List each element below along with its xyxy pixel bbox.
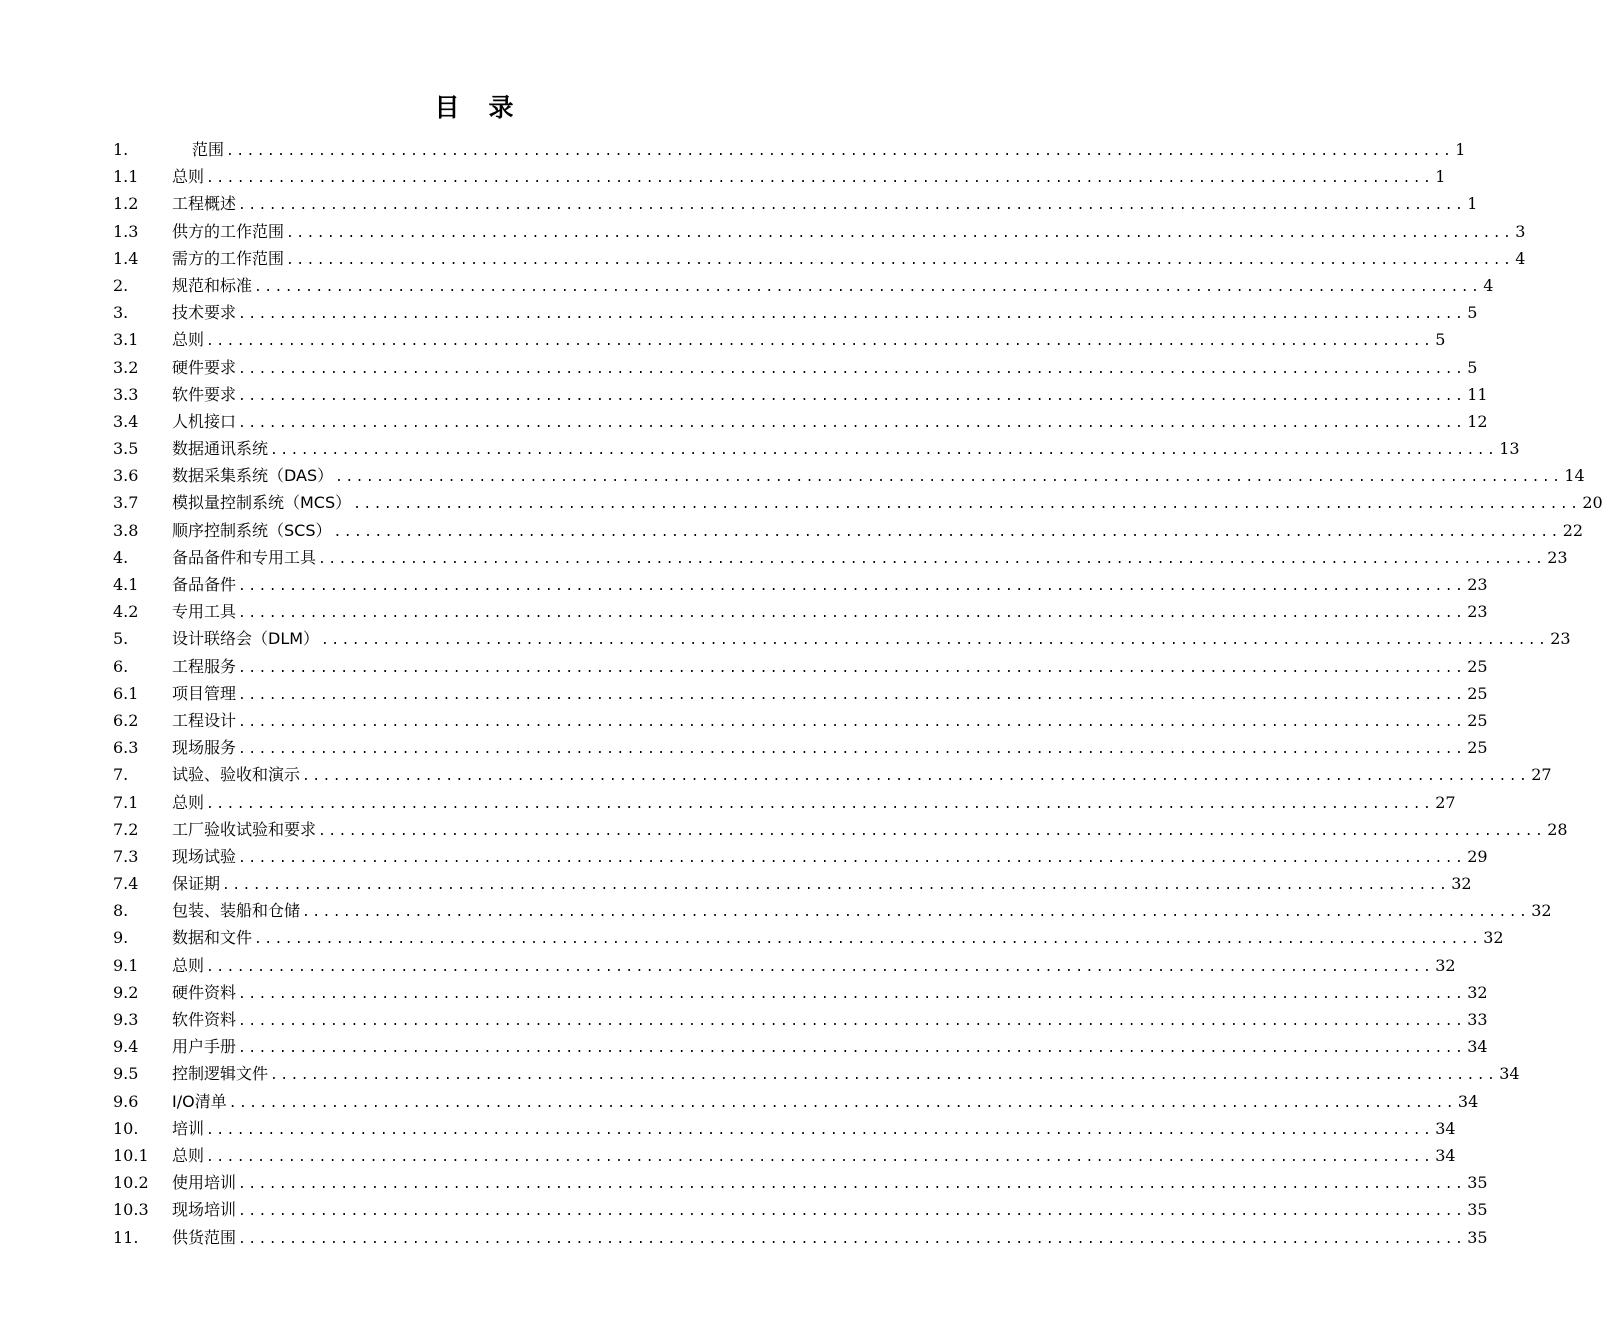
toc-dot-leader: ........................................................................................................................ [206, 171, 1434, 187]
toc-entry-page-number: 28 [1547, 819, 1568, 839]
toc-entry[interactable] [113, 408, 1488, 435]
toc-entry-number: 4.1 [113, 575, 139, 594]
toc-entry-page-number: 25 [1467, 710, 1488, 730]
toc-entry-page-number: 22 [1562, 520, 1584, 540]
toc-entry-number: 1. [113, 140, 129, 159]
toc-entry-line [172, 245, 1526, 274]
toc-entry-title: 总则 [172, 1145, 205, 1165]
toc-dot-leader: ........................................................................................................................ [238, 1041, 1466, 1057]
toc-entry-number: 4. [113, 547, 129, 567]
toc-entry-number: 3.5 [113, 439, 139, 459]
toc-entry-line [172, 952, 1456, 981]
toc-entry-line [172, 789, 1456, 818]
toc-dot-leader: ........................................................................................................................ [238, 198, 1466, 214]
toc-entry[interactable] [113, 653, 1488, 680]
toc-entry-page-number: 1 [1455, 140, 1466, 159]
toc-entry[interactable] [113, 517, 1584, 544]
toc-entry-number: 10. [113, 1118, 139, 1138]
toc-entry-page-number: 34 [1435, 1145, 1456, 1165]
toc-entry[interactable] [113, 816, 1568, 843]
toc-entry-title: 模拟量控制系统（MCS） [172, 493, 352, 513]
toc-dot-leader: ........................................................................................................................ [238, 742, 1466, 758]
toc-entry-line [172, 843, 1488, 872]
toc-entry[interactable] [113, 924, 1504, 951]
toc-entry-title: 需方的工作范围 [172, 248, 285, 268]
toc-entry-line [172, 625, 1571, 654]
toc-dot-leader: ........................................................................................................................ [286, 252, 1514, 268]
toc-entry-title: 工程服务 [172, 656, 237, 676]
toc-entry-line [172, 1060, 1520, 1089]
toc-dot-leader: ........................................................................................................................ [238, 307, 1466, 323]
toc-entry-line [172, 408, 1488, 437]
toc-entry-title: 数据通讯系统 [172, 439, 269, 459]
toc-entry-number: 5. [113, 629, 129, 649]
toc-entry-title: 备品备件 [172, 575, 237, 594]
toc-dot-leader: ........................................................................................................................ [228, 1095, 1456, 1111]
toc-entry-number: 2. [113, 275, 129, 295]
toc-entry[interactable] [113, 218, 1526, 245]
toc-dot-leader: ........................................................................................................................ [238, 606, 1466, 622]
toc-entry[interactable] [113, 1196, 1488, 1223]
toc-entry-title: 工程概述 [172, 194, 237, 214]
toc-entry-page-number: 20 [1582, 493, 1603, 513]
toc-entry-page-number: 25 [1467, 683, 1488, 703]
toc-entry[interactable] [113, 299, 1478, 326]
toc-entry-number: 9.1 [113, 955, 139, 975]
toc-entry-title: 供方的工作范围 [172, 221, 285, 241]
toc-dot-leader: ........................................................................................................................ [238, 986, 1466, 1002]
toc-dot-leader: ........................................................................................................................ [206, 1149, 1434, 1165]
toc-dot-leader: ........................................................................................................................ [238, 1177, 1466, 1193]
toc-entry-page-number: 1 [1467, 194, 1478, 214]
toc-entry[interactable] [113, 435, 1520, 462]
toc-dot-leader: ........................................................................................................................ [302, 905, 1530, 921]
toc-entry-page-number: 33 [1467, 1010, 1488, 1029]
toc-entry-number: 10.3 [113, 1200, 149, 1220]
toc-dot-leader: ........................................................................................................................ [238, 388, 1466, 404]
toc-dot-leader: ........................................................................................................................ [238, 850, 1466, 866]
toc-dot-leader: ........................................................................................................................ [238, 687, 1466, 703]
toc-entry-page-number: 35 [1467, 1173, 1488, 1193]
toc-entry-line [172, 190, 1478, 219]
toc-entry[interactable] [113, 734, 1488, 761]
toc-entry-number: 3.3 [113, 384, 139, 404]
toc-entry-line [172, 897, 1552, 926]
toc-entry-number: 3.8 [113, 520, 139, 540]
toc-dot-leader: ........................................................................................................................ [206, 334, 1434, 350]
toc-entry-number: 3.2 [113, 357, 139, 377]
toc-entry[interactable] [113, 462, 1585, 489]
toc-entry[interactable] [113, 707, 1488, 734]
toc-entry-page-number: 35 [1467, 1227, 1488, 1247]
toc-dot-leader: ........................................................................................................................ [226, 144, 1454, 159]
toc-entry-number: 11. [113, 1227, 139, 1247]
toc-entry-title: 总则 [172, 330, 205, 350]
toc-entry-page-number: 27 [1531, 765, 1552, 785]
toc-entry-page-number: 4 [1483, 275, 1494, 295]
toc-entry[interactable] [113, 245, 1526, 272]
toc-entry-page-number: 32 [1435, 955, 1456, 975]
toc-entry[interactable] [113, 598, 1488, 625]
toc-dot-leader: ........................................................................................................................ [238, 361, 1466, 377]
toc-entry-page-number: 3 [1515, 221, 1526, 241]
toc-entry-number: 7.1 [113, 792, 139, 812]
toc-entry-page-number: 32 [1531, 901, 1552, 921]
toc-dot-leader: ........................................................................................................................ [318, 823, 1546, 839]
toc-entry-title: 规范和标准 [172, 275, 253, 295]
toc-entry-page-number: 32 [1483, 928, 1504, 948]
toc-entry[interactable] [113, 1006, 1488, 1033]
toc-entry-page-number: 25 [1467, 656, 1488, 676]
toc-entry[interactable] [113, 326, 1446, 353]
toc-entry[interactable] [113, 870, 1472, 897]
toc-entry[interactable] [113, 381, 1488, 408]
toc-entry-line [172, 326, 1446, 355]
toc-entry-title: 现场试验 [172, 846, 237, 866]
toc-entry-page-number: 12 [1467, 411, 1488, 431]
toc-entry-line [172, 462, 1585, 491]
toc-entry-title: 供货范围 [172, 1227, 237, 1247]
toc-entry-number: 3.1 [113, 330, 139, 350]
toc-entry-page-number: 5 [1467, 357, 1478, 377]
toc-entry-line [172, 571, 1488, 600]
toc-entry-number: 9.4 [113, 1037, 139, 1057]
toc-entry-line [172, 435, 1520, 464]
toc-entry[interactable] [113, 489, 1603, 516]
toc-entry-page-number: 34 [1499, 1064, 1520, 1084]
toc-entry-title: 范围 [192, 140, 225, 159]
toc-entry-page-number: 32 [1451, 874, 1472, 894]
toc-entry-title: 现场培训 [172, 1200, 237, 1220]
toc-entry-line [172, 598, 1488, 627]
toc-entry-line [172, 544, 1568, 573]
toc-entry[interactable] [113, 979, 1488, 1006]
toc-entry[interactable] [113, 1033, 1488, 1060]
toc-entry-line [172, 1142, 1456, 1171]
toc-entry[interactable] [113, 136, 1466, 163]
toc-entry[interactable] [113, 761, 1552, 788]
toc-dot-leader: ........................................................................................................................ [206, 959, 1434, 975]
toc-entry-line [172, 924, 1504, 953]
toc-entry-line [172, 979, 1488, 1008]
toc-entry-title: 工程设计 [172, 710, 237, 730]
toc-entry-line [172, 218, 1526, 247]
toc-entry[interactable] [113, 1060, 1520, 1087]
toc-entry-title: I/O清单 [172, 1091, 227, 1111]
toc-entry-title: 软件要求 [172, 384, 237, 404]
toc-entry-page-number: 4 [1515, 248, 1526, 268]
toc-entry-title: 总则 [172, 792, 205, 812]
toc-dot-leader: ........................................................................................................................ [318, 551, 1546, 567]
toc-entry-line [172, 299, 1478, 328]
toc-entry-line [172, 1196, 1488, 1225]
toc-entry-line [172, 272, 1494, 301]
toc-entry-page-number: 5 [1467, 303, 1478, 323]
toc-dot-leader: ........................................................................................................................ [206, 1122, 1434, 1138]
toc-entry-line [192, 136, 1466, 165]
toc-entry-line [172, 1006, 1488, 1035]
toc-entry-number: 9.2 [113, 982, 139, 1002]
toc-title: 目 录 [434, 93, 516, 122]
toc-entry-number: 3.4 [113, 411, 139, 431]
toc-entry-title: 软件资料 [172, 1010, 237, 1029]
toc-entry-line [172, 1115, 1456, 1144]
toc-entry-title: 设计联络会（DLM） [172, 629, 320, 649]
toc-entry[interactable] [113, 1088, 1479, 1115]
toc-entry-title: 数据采集系统（DAS） [172, 466, 334, 486]
toc-entry-page-number: 14 [1564, 466, 1585, 486]
toc-entry-line [172, 761, 1552, 790]
toc-entry-number: 6.1 [113, 683, 139, 703]
toc-entry-line [172, 870, 1472, 899]
toc-dot-leader: ........................................................................................................................ [333, 524, 1561, 540]
toc-entry[interactable] [113, 163, 1446, 190]
table-of-contents [113, 136, 1603, 1251]
toc-entry[interactable] [113, 1142, 1456, 1169]
toc-entry-number: 7.3 [113, 846, 139, 866]
toc-entry[interactable] [113, 354, 1478, 381]
toc-entry-line [172, 816, 1568, 845]
toc-entry-title: 现场服务 [172, 738, 237, 758]
toc-entry-line [172, 354, 1478, 383]
toc-entry[interactable] [113, 680, 1488, 707]
toc-entry-line [172, 1088, 1479, 1117]
toc-entry-line [172, 680, 1488, 709]
toc-entry-title: 使用培训 [172, 1173, 237, 1193]
toc-entry-title: 用户手册 [172, 1037, 237, 1057]
toc-entry[interactable] [113, 952, 1456, 979]
toc-entry-number: 6.3 [113, 738, 139, 758]
toc-dot-leader: ........................................................................................................................ [254, 932, 1482, 948]
toc-entry-number: 3. [113, 303, 129, 323]
toc-dot-leader: ........................................................................................................................ [222, 878, 1450, 894]
toc-entry-title: 专用工具 [172, 602, 237, 622]
toc-entry-line [172, 653, 1488, 682]
toc-entry-number: 9.5 [113, 1064, 139, 1084]
toc-entry-title: 工厂验收试验和要求 [172, 819, 317, 839]
toc-entry-line [172, 1224, 1488, 1253]
toc-dot-leader: ........................................................................................................................ [238, 1231, 1466, 1247]
toc-entry[interactable] [113, 897, 1552, 924]
toc-entry[interactable] [113, 843, 1488, 870]
toc-entry-line [172, 1169, 1488, 1198]
toc-entry-line [172, 489, 1603, 518]
toc-entry-page-number: 23 [1550, 629, 1571, 649]
toc-entry-line [172, 734, 1488, 763]
toc-entry[interactable] [113, 1115, 1456, 1142]
toc-entry-title: 培训 [172, 1118, 205, 1138]
toc-entry-number: 1.3 [113, 221, 139, 241]
toc-entry-title: 人机接口 [172, 411, 237, 431]
toc-entry-page-number: 23 [1547, 547, 1568, 567]
toc-dot-leader: ........................................................................................................................ [238, 660, 1466, 676]
toc-entry-page-number: 25 [1467, 738, 1488, 758]
toc-entry-page-number: 1 [1435, 167, 1446, 187]
toc-entry-number: 8. [113, 901, 129, 921]
toc-dot-leader: ........................................................................................................................ [238, 1204, 1466, 1220]
toc-entry-title: 试验、验收和演示 [172, 765, 301, 785]
toc-entry-number: 9.3 [113, 1010, 139, 1029]
toc-entry[interactable] [113, 1224, 1488, 1251]
toc-dot-leader: ........................................................................................................................ [302, 769, 1530, 785]
toc-entry-number: 1.2 [113, 194, 139, 214]
toc-entry-number: 7.2 [113, 819, 139, 839]
toc-entry[interactable] [113, 1169, 1488, 1196]
toc-entry-line [172, 381, 1488, 410]
toc-entry-page-number: 35 [1467, 1200, 1488, 1220]
toc-dot-leader: ........................................................................................................................ [286, 225, 1514, 241]
toc-entry-page-number: 11 [1467, 384, 1488, 404]
toc-entry-title: 备品备件和专用工具 [172, 547, 317, 567]
toc-dot-leader: ........................................................................................................................ [270, 443, 1498, 459]
toc-entry-line [172, 707, 1488, 736]
toc-entry-title: 保证期 [172, 874, 221, 894]
toc-entry-title: 项目管理 [172, 683, 237, 703]
toc-entry-page-number: 5 [1435, 330, 1446, 350]
toc-entry-number: 6. [113, 656, 129, 676]
toc-entry-number: 9.6 [113, 1091, 139, 1111]
toc-entry-title: 总则 [172, 167, 205, 187]
toc-dot-leader: ........................................................................................................................ [321, 633, 1549, 649]
toc-dot-leader: ........................................................................................................................ [238, 714, 1466, 730]
toc-entry-title: 总则 [172, 955, 205, 975]
toc-entry-number: 3.6 [113, 466, 139, 486]
toc-entry[interactable] [113, 272, 1494, 299]
toc-entry-page-number: 29 [1467, 846, 1488, 866]
toc-entry-page-number: 13 [1499, 439, 1520, 459]
toc-entry-title: 硬件要求 [172, 357, 237, 377]
toc-entry-page-number: 34 [1467, 1037, 1488, 1057]
toc-entry-title: 技术要求 [172, 303, 237, 323]
toc-entry-number: 1.4 [113, 248, 139, 268]
toc-dot-leader: ........................................................................................................................ [254, 279, 1482, 295]
toc-entry-page-number: 27 [1435, 792, 1456, 812]
toc-entry-title: 数据和文件 [172, 928, 253, 948]
toc-dot-leader: ........................................................................................................................ [206, 796, 1434, 812]
toc-entry-number: 10.1 [113, 1145, 149, 1165]
toc-dot-leader: ........................................................................................................................ [353, 497, 1581, 513]
toc-dot-leader: ........................................................................................................................ [238, 579, 1466, 594]
toc-entry-line [172, 517, 1584, 546]
toc-entry-page-number: 32 [1467, 982, 1488, 1002]
toc-entry-title: 硬件资料 [172, 982, 237, 1002]
toc-entry-title: 控制逻辑文件 [172, 1064, 269, 1084]
toc-entry-number: 7. [113, 765, 129, 785]
toc-entry-line [172, 1033, 1488, 1062]
toc-entry[interactable] [113, 789, 1456, 816]
toc-entry-page-number: 23 [1467, 575, 1488, 594]
toc-entry-title: 包装、装船和仓储 [172, 901, 301, 921]
toc-dot-leader: ........................................................................................................................ [238, 415, 1466, 431]
toc-entry-number: 1.1 [113, 167, 139, 187]
toc-entry[interactable] [113, 571, 1488, 598]
toc-entry[interactable] [113, 625, 1571, 652]
toc-entry-page-number: 34 [1435, 1118, 1456, 1138]
toc-entry-number: 6.2 [113, 710, 139, 730]
toc-entry-number: 7.4 [113, 874, 139, 894]
toc-entry[interactable] [113, 544, 1568, 571]
toc-entry-page-number: 34 [1457, 1091, 1479, 1111]
toc-entry-title: 顺序控制系统（SCS） [172, 520, 332, 540]
toc-entry-number: 9. [113, 928, 129, 948]
toc-entry-number: 4.2 [113, 602, 139, 622]
toc-entry-number: 3.7 [113, 493, 139, 513]
toc-entry-number: 10.2 [113, 1173, 149, 1193]
toc-dot-leader: ........................................................................................................................ [238, 1014, 1466, 1029]
toc-entry-page-number: 23 [1467, 602, 1488, 622]
toc-dot-leader: ........................................................................................................................ [335, 470, 1563, 486]
toc-dot-leader: ........................................................................................................................ [270, 1068, 1498, 1084]
toc-entry-line [172, 163, 1446, 192]
toc-entry[interactable] [113, 190, 1478, 217]
